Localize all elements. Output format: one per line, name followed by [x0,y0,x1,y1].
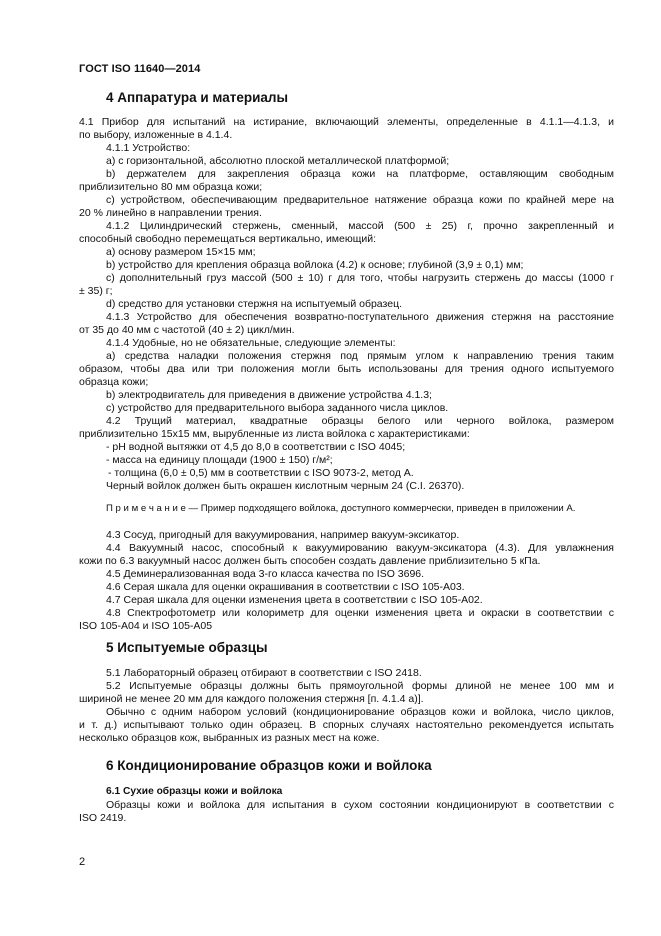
para-5-3-line-3: несколько образцов кож, выбранных из разных мест на коже. [79,732,380,744]
item-4-1-2-c-line-1: c) дополнительный груз массой (500 ± 10) г для того, чтобы нагрузить стержень до массы (1000 г [106,272,614,284]
item-4-1-2-d: d) средство для установки стержня на испытуемый образец. [106,298,402,310]
para-4-1-4: 4.1.4 Удобные, но не обязательные, следующие элементы: [106,337,396,349]
para-6-1-line-1: Образцы кожи и войлока для испытания в сухом состоянии кондиционируют в соответствии с [106,799,614,811]
para-4-8-line-1: 4.8 Спектрофотометр или колориметр для оценки изменения цвета и окраски в соответствии с [106,607,614,619]
para-4-1-2-line-2: способный свободно перемещаться вертикально, имеющий: [79,233,377,245]
item-4-1-2-c-line-2: ± 35) г; [79,285,113,297]
item-4-1-2-a: a) основу размером 15×15 мм; [106,246,256,258]
felt-black-dye: Черный войлок должен быть окрашен кислотным черным 24 (C.I. 26370). [106,480,465,492]
subsection-6-1-title: 6.1 Сухие образцы кожи и войлока [106,786,283,797]
item-4-1-1-a: a) с горизонтальной, абсолютно плоской металлической платформой; [106,155,450,167]
item-4-1-1-c-line-1: c) устройством, обеспечивающим предварительное натяжение образца кожи по крайней мере на [106,194,614,206]
section-5-title: 5 Испытуемые образцы [106,640,268,655]
para-4-4-line-2: кожи по 6.3 вакуумный насос должен быть способен создать давление приблизительно 5 кПа. [79,555,541,567]
page-header: ГОСТ ISO 11640—2014 [79,63,201,75]
section-6-title: 6 Кондиционирование образцов кожи и войлока [106,758,432,773]
para-4-1-3-line-2: от 35 до 40 мм с частотой (40 ± 2) цикл/мин. [79,324,295,336]
item-4-1-4-b: b) электродвигатель для приведения в движение устройства 4.1.3; [106,389,432,401]
para-5-1: 5.1 Лабораторный образец отбирают в соответствии с ISO 2418. [106,667,422,679]
item-4-1-1-b-line-1: b) держателем для закрепления образца кожи на платформе, оставляющим свободным [106,168,614,180]
para-4-2-line-2: приблизительно 15x15 мм, вырубленные из листа войлока с характеристиками: [79,428,470,440]
para-4-1-line-2: по выбору, изложенные в 4.1.4. [79,129,233,141]
para-5-2-line-1: 5.2 Испытуемые образцы должны быть прямоугольной формы длиной не менее 100 мм и [106,680,614,692]
section-4-title: 4 Аппаратура и материалы [106,90,289,105]
item-4-1-4-a-line-3: образца кожи; [79,376,149,388]
note: П р и м е ч а н и е — Пример подходящего войлока, доступного коммерчески, приведен в приложении А. [106,503,576,514]
item-4-1-4-c: c) устройство для предварительного выбора заданного числа циклов. [106,402,449,414]
para-4-8-line-2: ISO 105-A04 и ISO 105-A05 [79,620,213,632]
para-4-5: 4.5 Деминерализованная вода 3-го класса качества по ISO 3696. [106,568,425,580]
para-5-3-line-2: и т. д.) испытывают только один образец. В спорных случаях настоятельно рекомендуется испытать [79,719,614,731]
page-number: 2 [79,856,86,868]
para-6-1-line-2: ISO 2419. [79,812,127,824]
felt-ph: - pH водной вытяжки от 4,5 до 8,0 в соответствии с ISO 4045; [106,441,406,453]
para-5-3-line-1: Обычно с одним набором условий (кондиционирование образцов кожи и войлока, число циклов, [106,706,614,718]
para-4-2-line-1: 4.2 Трущий материал, квадратные образцы белого или черного войлока, размером [106,415,614,427]
para-4-1-2-line-1: 4.1.2 Цилиндрический стержень, сменный, массой (500 ± 25) г, прочно закрепленный и [106,220,614,232]
para-4-6: 4.6 Серая шкала для оценки окрашивания в соответствии с ISO 105-A03. [106,581,465,593]
item-4-1-1-c-line-2: 20 % линейно в направлении трения. [79,207,262,219]
item-4-1-4-a-line-2: образом, чтобы два или три положения могли быть использованы для трения одного испытуемого [79,363,614,375]
para-4-7: 4.7 Серая шкала для оценки изменения цвета в соответствии с ISO 105-A02. [106,594,483,606]
para-5-2-line-2: шириной не менее 20 мм для каждого положения стержня [п. 4.1.4 а)]. [79,693,424,705]
felt-thickness: - толщина (6,0 ± 0,5) мм в соответствии с ISO 9073-2, метод А. [108,467,414,479]
item-4-1-1-b-line-2: приблизительно 80 мм образца кожи; [79,181,263,193]
felt-mass: - масса на единицу площади (1900 ± 150) г/м²; [106,454,333,466]
para-4-1-1: 4.1.1 Устройство: [106,142,191,154]
para-4-1-3-line-1: 4.1.3 Устройство для обеспечения возвратно-поступательного движения стержня на расстояние [106,311,614,323]
item-4-1-4-a-line-1: a) средства наладки положения стержня под прямым углом к направлению трения таким [106,350,614,362]
para-4-4-line-1: 4.4 Вакуумный насос, способный к вакуумированию вакуум-эксикатора (4.3). Для увлажнения [106,542,614,554]
para-4-3: 4.3 Сосуд, пригодный для вакуумирования, например вакуум-эксикатор. [106,529,460,541]
item-4-1-2-b: b) устройство для крепления образца войлока (4.2) к основе; глубиной (3,9 ± 0,1) мм; [106,259,524,271]
para-4-1-line-1: 4.1 Прибор для испытаний на истирание, включающий элементы, определенные в 4.1.1—4.1.3, и [79,116,614,128]
